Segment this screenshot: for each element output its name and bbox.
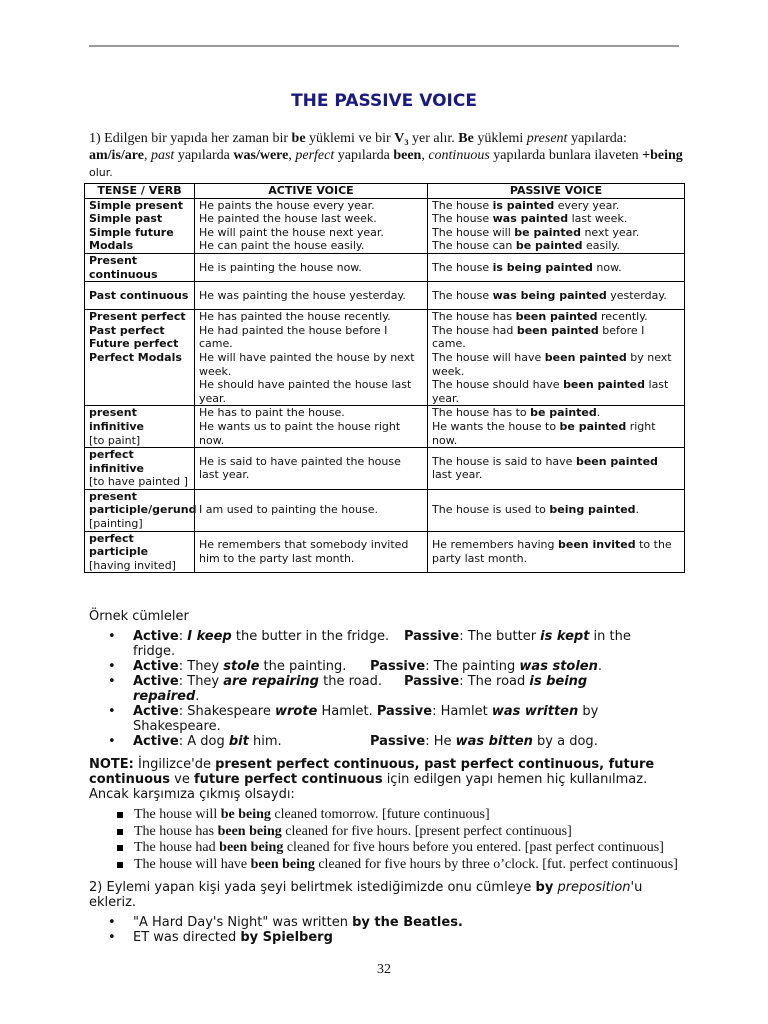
table-row <box>85 448 685 490</box>
table-row <box>85 489 685 531</box>
intro-paragraph: 1) Edilgen bir yapıda her zaman bir be yüklemi ve bir V₃ yer alır. Be yüklemi present yapılarda: am/is/are, past yapılarda was/were, perfect yapılarda been, continuous yapılarda bunlara ilaveten +being olur. <box>89 131 683 179</box>
tense-cell: present infinitive [to paint] <box>85 406 195 448</box>
list-item: • Active: A dog bit him. Passive: He was bitten by a dog. <box>106 734 646 749</box>
passive-voice-table <box>84 183 685 573</box>
tense-cell: Simple present Simple past Simple future Modals <box>85 198 195 253</box>
tense-cell: present participle/gerund [painting] <box>85 489 195 531</box>
active-cell: He is painting the house now. <box>195 253 428 281</box>
list-item: • Active: Shakespeare wrote Hamlet. Passive: Hamlet was written by Shakespeare. <box>106 704 646 734</box>
page-title: THE PASSIVE VOICE <box>291 91 477 111</box>
tense-cell: Present continuous <box>85 253 195 281</box>
table-row <box>85 531 685 573</box>
top-rule <box>89 45 679 47</box>
passive-cell: The house has to be painted. He wants the house to be painted right now. <box>428 406 685 448</box>
example-list <box>106 629 646 749</box>
list-item: • ET was directed by Spielberg <box>106 930 463 945</box>
note-paragraph: NOTE: İngilizce'de present perfect continuous, past perfect continuous, future continuous ve future perfect continuous için edilgen yapı hemen hiç kullanılmaz. Ancak karşımıza çıkmış olsaydı: <box>89 757 655 802</box>
tense-cell: Present perfect Past perfect Future perfect Perfect Modals <box>85 310 195 406</box>
active-cell: He remembers that somebody invited him to the party last month. <box>195 531 428 573</box>
list-item: The house had been being cleaned for five hours before you entered. [past perfect continuous] <box>115 840 678 857</box>
list-item: • Active: They are repairing the road. Passive: The road is being repaired. <box>106 674 646 704</box>
list-item: • "A Hard Day's Night" was written by the Beatles. <box>106 915 463 930</box>
page-number: 32 <box>377 962 391 977</box>
table-header-row <box>85 184 685 199</box>
passive-cell: The house is painted every year. The house was painted last week. The house will be painted next year. The house can be painted easily. <box>428 198 685 253</box>
passive-cell: The house is being painted now. <box>428 253 685 281</box>
tense-cell: perfect participle [having invited] <box>85 531 195 573</box>
by-examples-list <box>106 915 463 945</box>
tense-cell: Past continuous <box>85 282 195 310</box>
list-item: • Active: I keep the butter in the fridge. Passive: The butter is kept in the fridge. <box>106 629 646 659</box>
active-cell: I am used to painting the house. <box>195 489 428 531</box>
active-cell: He has painted the house recently. He had painted the house before I came. He will have painted the house by next week. He should have painted the house last year. <box>195 310 428 406</box>
table-row <box>85 310 685 406</box>
passive-cell: The house has been painted recently. The house had been painted before I came. The house will have been painted by next week. The house should have been painted last year. <box>428 310 685 406</box>
list-item: The house will have been being cleaned for five hours by three o’clock. [fut. perfect continuous] <box>115 857 678 874</box>
table-row <box>85 406 685 448</box>
table-row <box>85 253 685 281</box>
by-paragraph: 2) Eylemi yapan kişi yada şeyi belirtmek istediğimizde onu cümleye by preposition'u ekleriz. <box>89 880 643 910</box>
header-active: ACTIVE VOICE <box>195 184 428 199</box>
list-item: The house has been being cleaned for five hours. [present perfect continuous] <box>115 824 678 841</box>
active-cell: He was painting the house yesterday. <box>195 282 428 310</box>
header-tense: TENSE / VERB <box>85 184 195 199</box>
table-row <box>85 198 685 253</box>
list-item: The house will be being cleaned tomorrow. [future continuous] <box>115 807 678 824</box>
header-passive: PASSIVE VOICE <box>428 184 685 199</box>
tense-cell: perfect infinitive [to have painted ] <box>85 448 195 490</box>
table-row <box>85 282 685 310</box>
continuous-examples-list <box>115 807 678 873</box>
list-item: • Active: They stole the painting. Passive: The painting was stolen. <box>106 659 646 674</box>
active-cell: He is said to have painted the house last year. <box>195 448 428 490</box>
passive-cell: The house is used to being painted. <box>428 489 685 531</box>
passive-cell: He remembers having been invited to the party last month. <box>428 531 685 573</box>
passive-cell: The house is said to have been painted last year. <box>428 448 685 490</box>
examples-heading: Örnek cümleler <box>89 609 189 624</box>
passive-cell: The house was being painted yesterday. <box>428 282 685 310</box>
active-cell: He paints the house every year. He painted the house last week. He will paint the house next year. He can paint the house easily. <box>195 198 428 253</box>
active-cell: He has to paint the house. He wants us to paint the house right now. <box>195 406 428 448</box>
